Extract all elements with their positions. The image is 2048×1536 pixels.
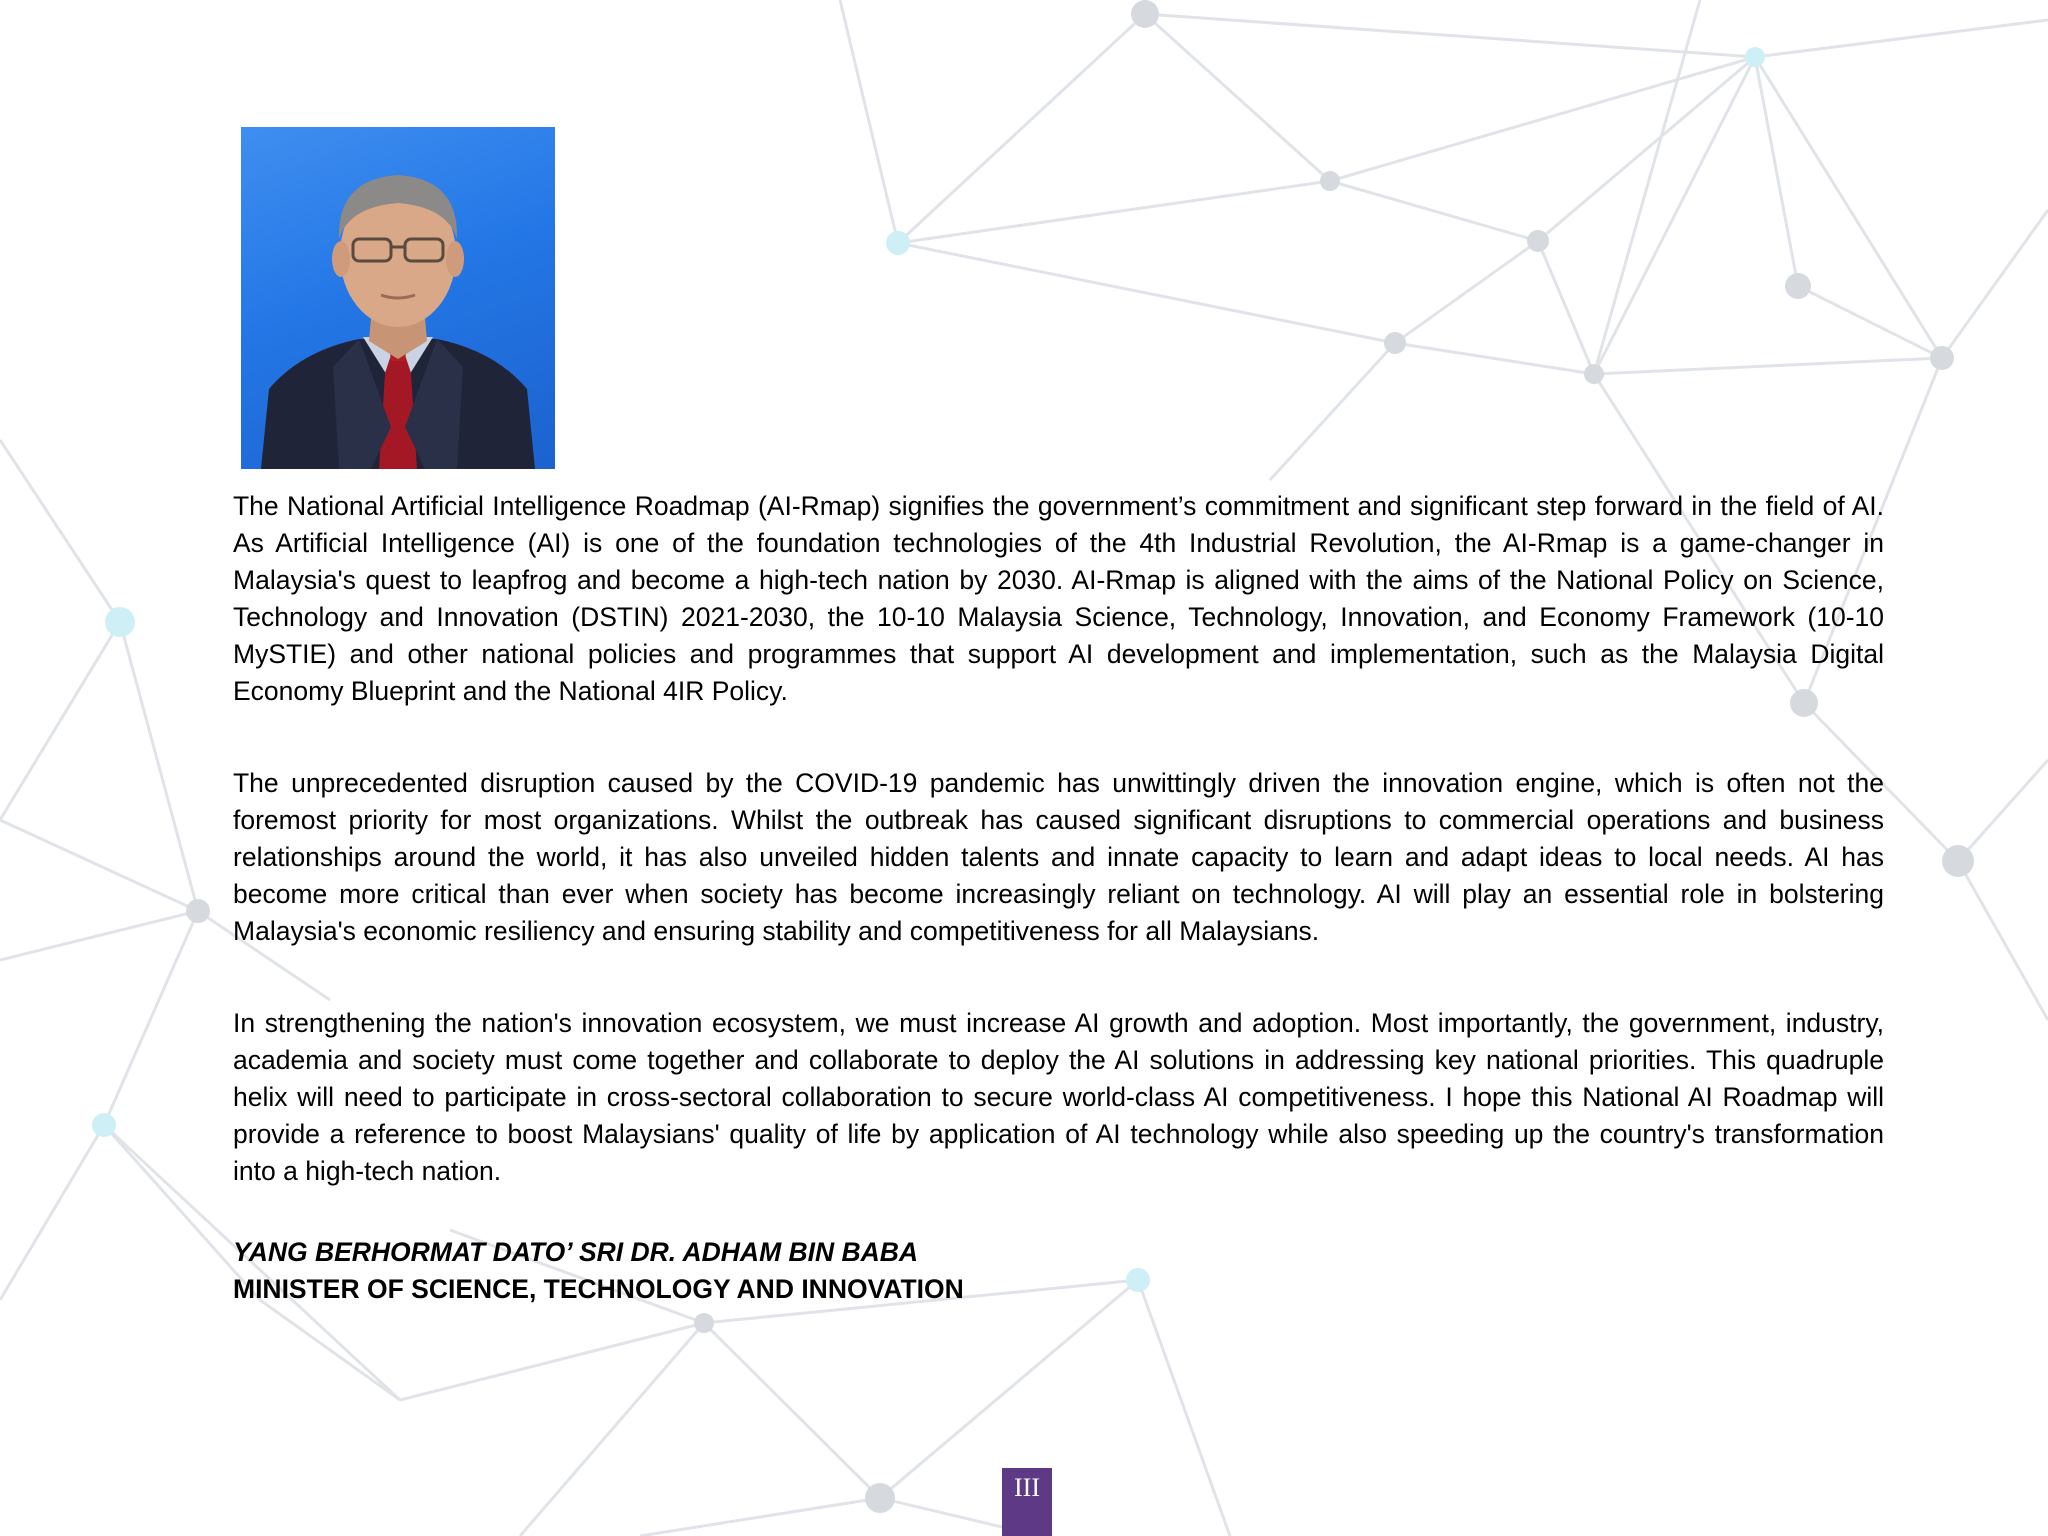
page-number-badge: III — [1002, 1468, 1052, 1536]
minister-portrait — [241, 127, 555, 469]
foreword-paragraph-1: The National Artificial Intelligence Roadmap (AI-Rmap) signifies the government’s commitment and significant step forward in the field of AI. As Artificial Intelligence (AI) is one of the foundation technologies of the 4th Industrial Revolution, the AI-Rmap is a game-changer in Malaysia's quest to leapfrog and become a high-tech nation by 2030. AI-Rmap is aligned with the aims of the National Policy on Science, Technology and Innovation (DSTIN) 2021-2030, the 10-10 Malaysia Science, Technology, Innovation, and Economy Framework (10-10 MySTIE) and other national policies and programmes that support AI development and implementation, such as the Malaysia Digital Economy Blueprint and the National 4IR Policy. — [233, 491, 1884, 706]
signatory-title: MINISTER OF SCIENCE, TECHNOLOGY AND INNOVATION — [233, 1274, 964, 1304]
foreword-paragraph-2: The unprecedented disruption caused by the COVID-19 pandemic has unwittingly driven the innovation engine, which is often not the foremost priority for most organizations. Whilst the outbreak has caused significant disruptions to commercial operations and business relationships around the world, it has also unveiled hidden talents and innate capacity to learn and adapt ideas to local needs. AI has become more critical than ever when society has become increasingly reliant on technology. AI will play an essential role in bolstering Malaysia's economic resiliency and ensuring stability and competitiveness for all Malaysians. — [233, 768, 1884, 946]
minister-portrait-photo — [241, 127, 555, 469]
signatory-name: YANG BERHORMAT DATO’ SRI DR. ADHAM BIN BABA — [233, 1237, 919, 1267]
foreword-content — [233, 488, 1884, 1308]
signature-block — [233, 1234, 1884, 1308]
foreword-paragraph-3: In strengthening the nation's innovation ecosystem, we must increase AI growth and adoption. Most importantly, the government, industry, academia and society must come together and collaborate to deploy the AI solutions in addressing key national priorities. This quadruple helix will need to participate in cross-sectoral collaboration to secure world-class AI competitiveness. I hope this National AI Roadmap will provide a reference to boost Malaysians' quality of life by application of AI technology while also speeding up the country's transformation into a high-tech nation. — [233, 1008, 1884, 1186]
